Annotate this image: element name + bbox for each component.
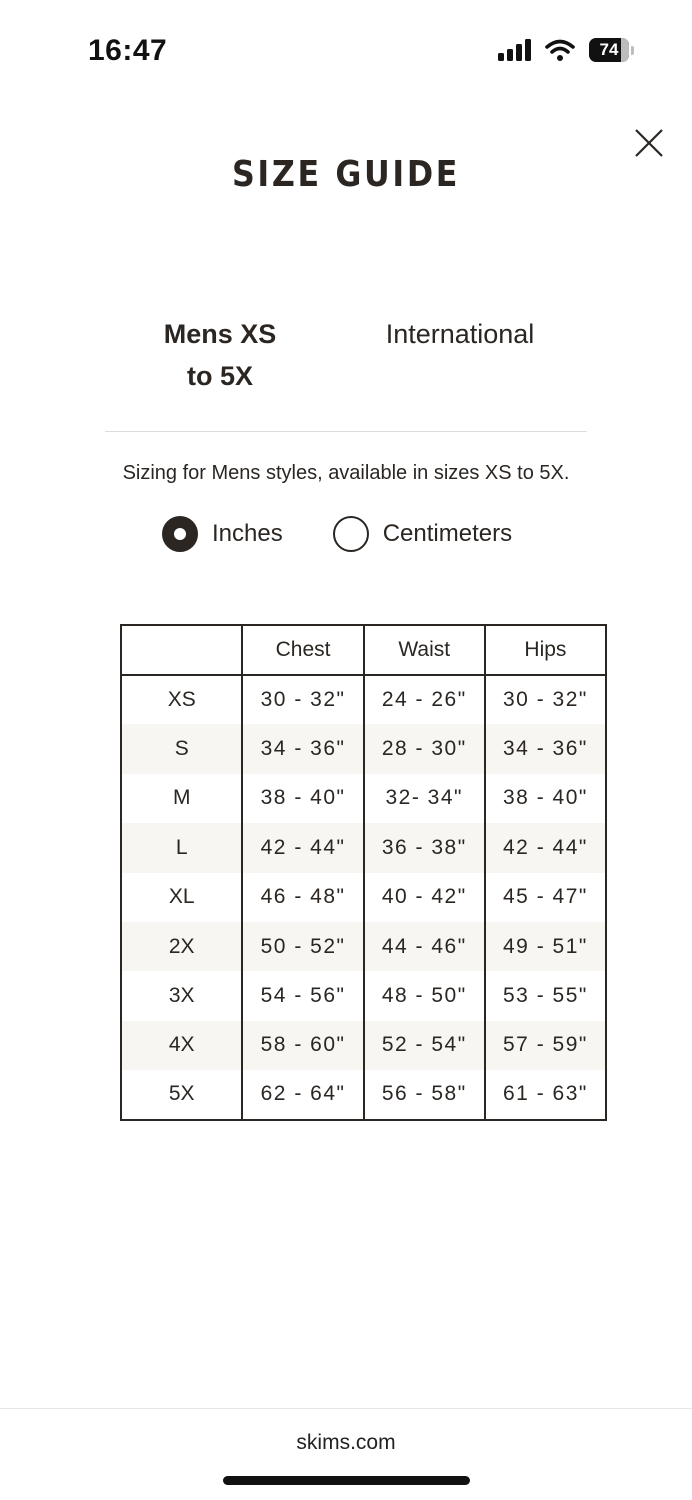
page-title: SIZE GUIDE: [231, 154, 461, 195]
battery-icon: [589, 38, 634, 62]
header-hips: Hips: [485, 625, 606, 675]
table-row: [121, 971, 606, 1020]
battery-level: 74: [599, 40, 619, 59]
table-row: [121, 774, 606, 823]
chest-cell: 54 - 56": [242, 971, 363, 1020]
waist-cell: 36 - 38": [364, 823, 485, 872]
radio-checked-icon[interactable]: [162, 516, 198, 552]
hips-cell: 38 - 40": [485, 774, 606, 823]
home-indicator: [223, 1476, 470, 1485]
waist-cell: 48 - 50": [364, 971, 485, 1020]
chest-cell: 42 - 44": [242, 823, 363, 872]
chest-cell: 30 - 32": [242, 675, 363, 724]
hips-cell: 53 - 55": [485, 971, 606, 1020]
tab-label-line-1: Mens XS: [163, 319, 277, 349]
size-cell: XS: [167, 688, 196, 712]
chest-cell: 38 - 40": [242, 774, 363, 823]
size-chart-table: [120, 624, 607, 1121]
unit-option-centimeters[interactable]: [333, 516, 512, 552]
table-row: [121, 724, 606, 773]
unit-label: Centimeters: [382, 520, 513, 547]
size-cell: 4X: [121, 1021, 242, 1070]
size-cell: 3X: [168, 984, 195, 1008]
status-icons: [498, 38, 634, 62]
chest-cell: 34 - 36": [242, 724, 363, 773]
sizing-description: Sizing for Mens styles, available in sizes XS to 5X.: [122, 462, 570, 484]
hips-cell: 61 - 63": [485, 1070, 606, 1119]
size-cell: M: [172, 786, 191, 810]
unit-option-inches[interactable]: [162, 516, 283, 552]
table-row: [121, 1021, 606, 1070]
table-body: [121, 675, 606, 1120]
header-chest: Chest: [242, 625, 363, 675]
wifi-icon: [545, 39, 575, 61]
hips-cell: 49 - 51": [485, 922, 606, 971]
hips-cell: 45 - 47": [485, 873, 606, 922]
table-row: [121, 873, 606, 922]
status-time: 16:47: [88, 34, 168, 67]
chest-cell: 50 - 52": [242, 922, 363, 971]
size-cell: L: [121, 823, 242, 872]
hips-cell: 57 - 59": [485, 1021, 606, 1070]
table-row: [121, 922, 606, 971]
radio-unchecked-icon[interactable]: [333, 516, 369, 552]
waist-cell: 28 - 30": [364, 724, 485, 773]
cellular-signal-icon: [498, 39, 531, 61]
url-bar[interactable]: skims.com: [296, 1431, 396, 1454]
waist-cell: 40 - 42": [364, 873, 485, 922]
waist-cell: 32- 34": [364, 774, 485, 823]
waist-cell: 56 - 58": [364, 1070, 485, 1119]
tabs-divider: [105, 431, 587, 432]
table-header-row: [121, 625, 606, 675]
hips-cell: 34 - 36": [485, 724, 606, 773]
waist-cell: 52 - 54": [364, 1021, 485, 1070]
hips-cell: 30 - 32": [485, 675, 606, 724]
hips-cell: 42 - 44": [485, 823, 606, 872]
size-cell: 2X: [121, 922, 242, 971]
table-row: [121, 1070, 606, 1119]
tab-label-line-2: to 5X: [186, 361, 253, 391]
size-cell: 5X: [168, 1082, 195, 1106]
chest-cell: 46 - 48": [242, 873, 363, 922]
header-size: [121, 625, 242, 675]
footer-divider: [0, 1408, 692, 1409]
unit-selector: [162, 516, 512, 552]
waist-cell: 44 - 46": [364, 922, 485, 971]
waist-cell: 24 - 26": [364, 675, 485, 724]
header-waist: Waist: [364, 625, 485, 675]
unit-label: Inches: [212, 520, 283, 547]
table-row: [121, 823, 606, 872]
tab-mens-xs-to-5x[interactable]: [150, 313, 290, 397]
chest-cell: 58 - 60": [242, 1021, 363, 1070]
size-cell: S: [121, 724, 242, 773]
size-cell: XL: [168, 885, 195, 909]
table-row: [121, 675, 606, 724]
chest-cell: 62 - 64": [242, 1070, 363, 1119]
tab-international[interactable]: International: [385, 319, 535, 349]
